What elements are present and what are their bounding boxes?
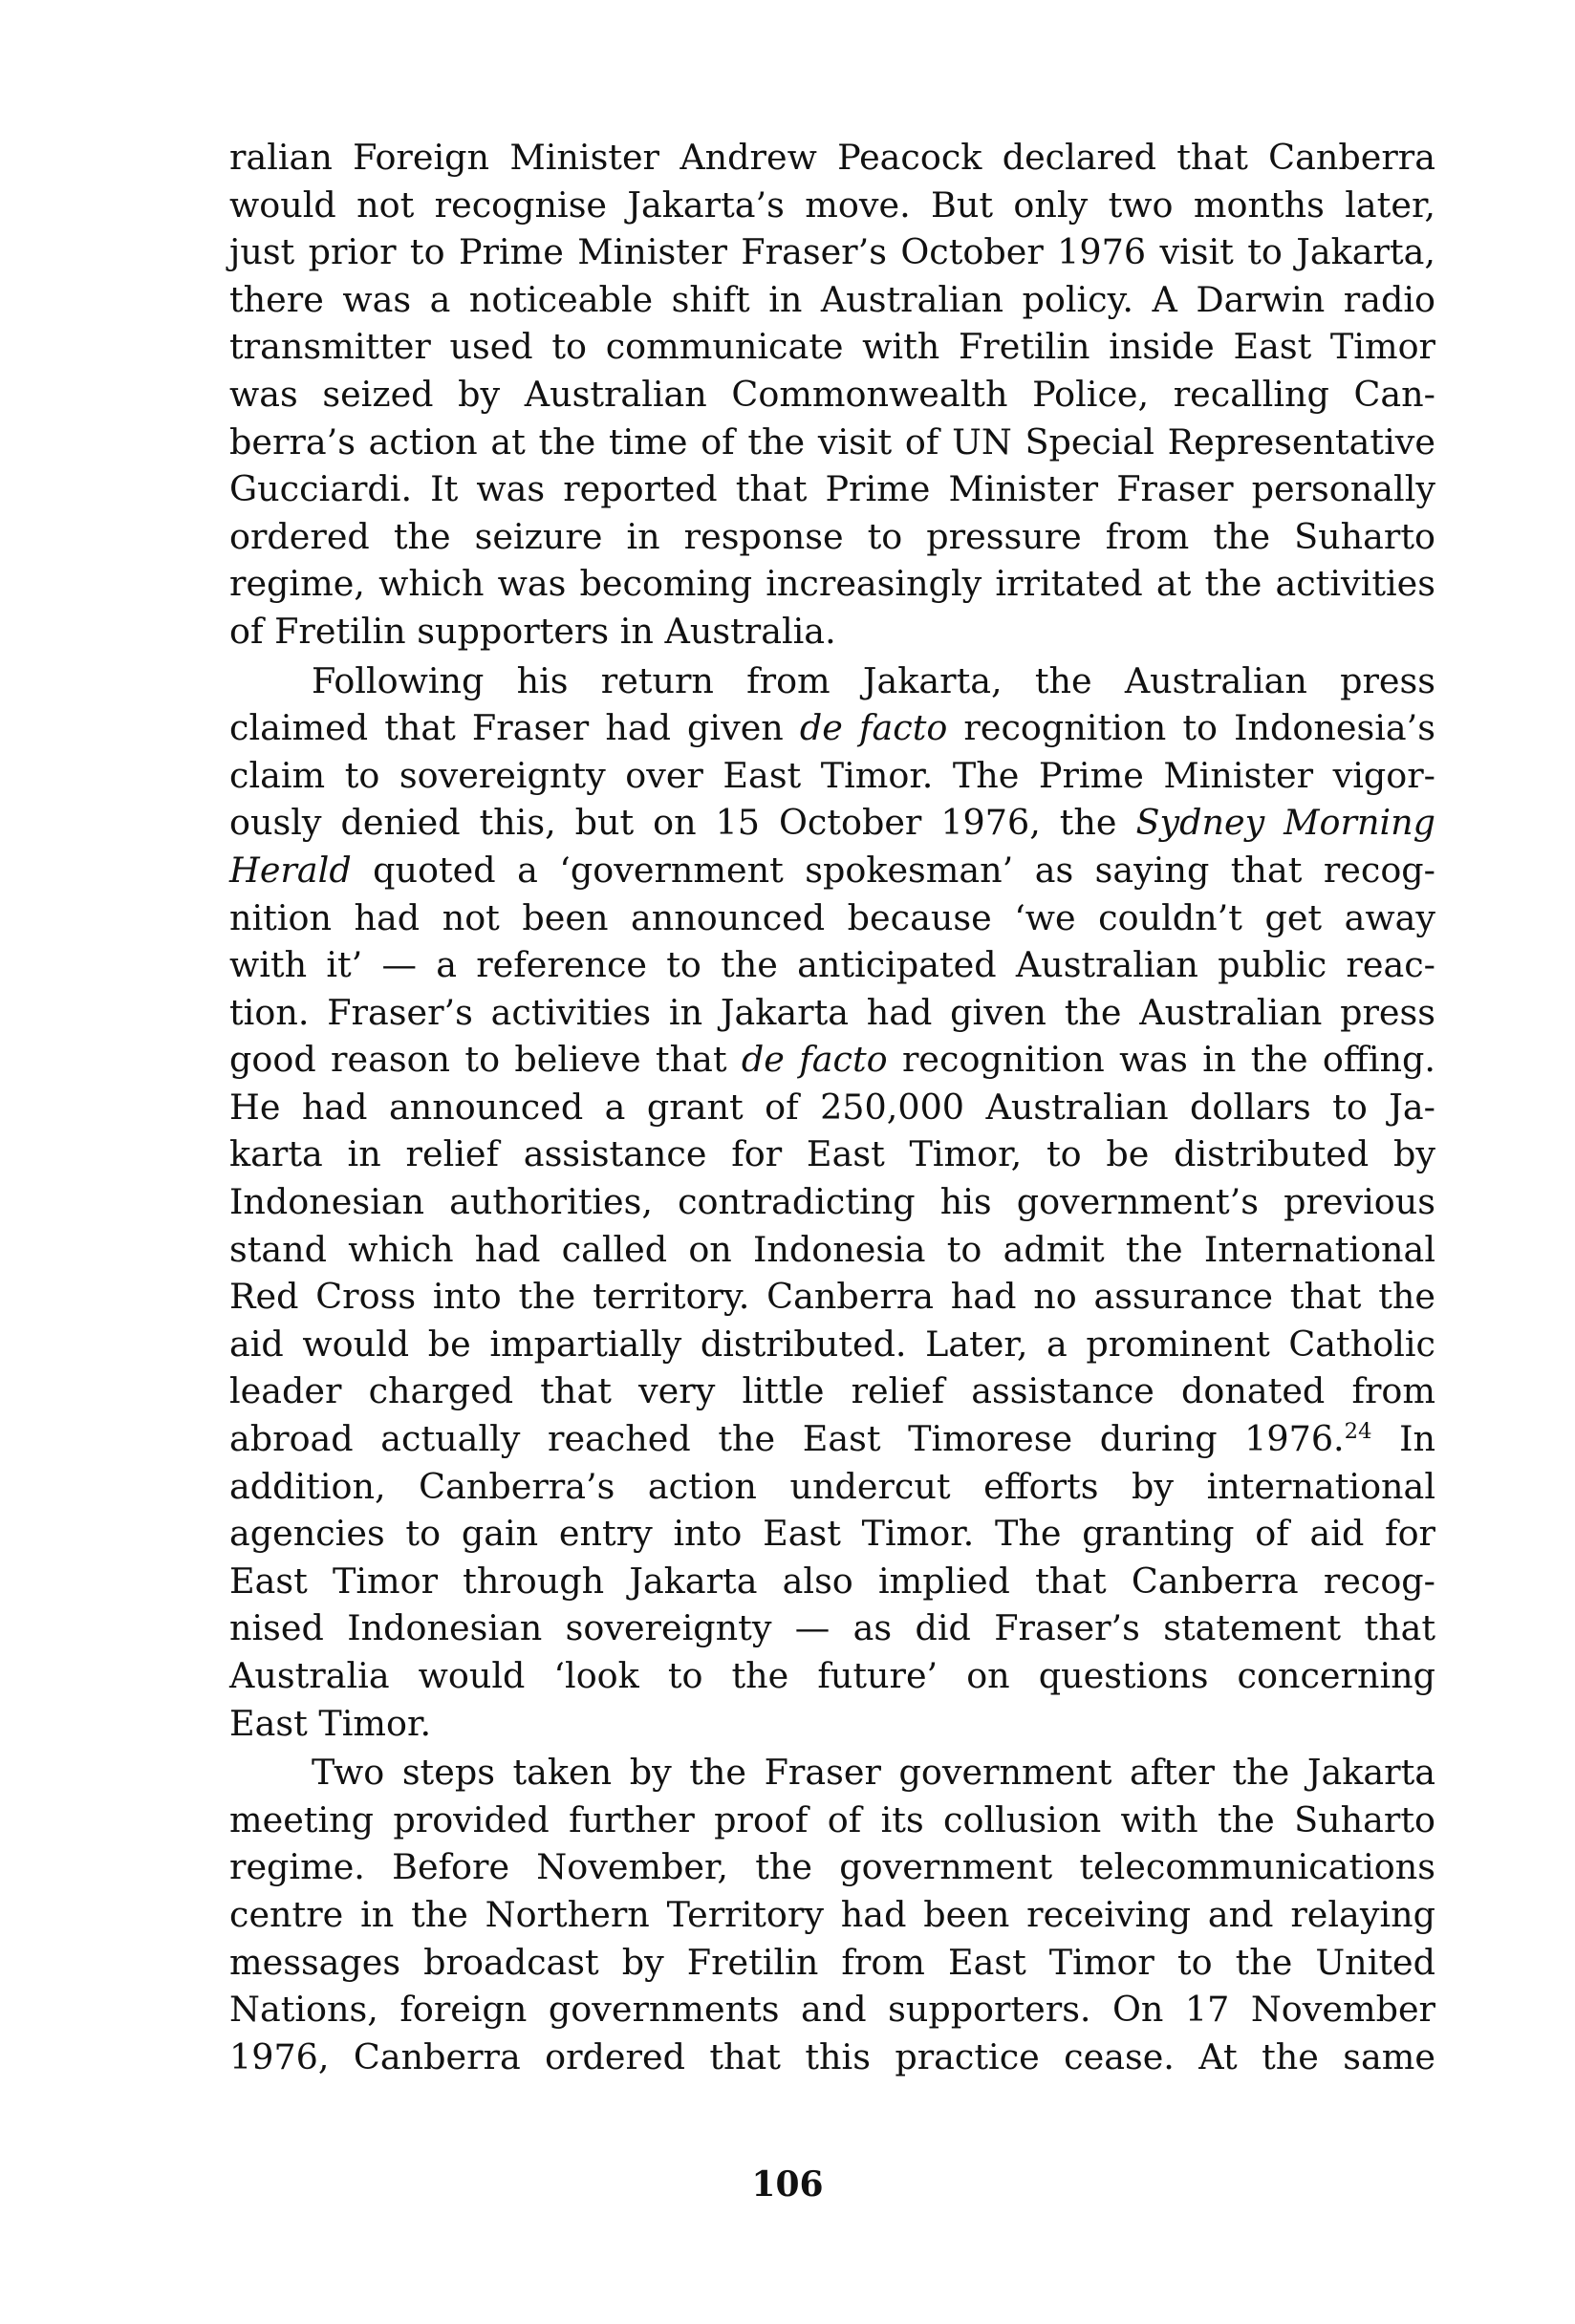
text-run: good reason to believe that: [229, 1039, 742, 1081]
text-line: ordered the seizure in response to pressure from the Suharto: [229, 515, 1435, 557]
text-line: [229, 704, 1435, 752]
text-line: stand which had called on Indonesia to admit the International: [229, 1228, 1435, 1270]
paragraph-2: [229, 657, 1435, 1748]
text-run: In: [1371, 1418, 1435, 1460]
text-line: karta in relief assistance for East Timor, to be distributed by: [229, 1133, 1435, 1175]
text-line: berra’s action at the time of the visit of UN Special Representative: [229, 420, 1435, 463]
italic-newspaper-name: Sydney Morning: [1135, 802, 1435, 844]
italic-term: de facto: [741, 1039, 888, 1081]
text-line: He had announced a grant of 250,000 Australian dollars to Ja-: [229, 1086, 1435, 1128]
text-line: nised Indonesian sovereignty — as did Fraser’s statement that: [229, 1607, 1435, 1649]
text-run: quoted a ‘government spokesman’ as saying that recog-: [351, 849, 1435, 891]
text-line: transmitter used to communicate with Fretilin inside East Timor: [229, 326, 1435, 368]
text-line: Nations, foreign governments and supporters. On 17 November: [229, 1989, 1435, 2031]
text-line: 1976, Canberra ordered that this practice cease. At the same: [229, 2035, 1435, 2077]
text-line: claim to sovereignty over East Timor. The Prime Minister vigor-: [229, 754, 1435, 796]
text-line: Indonesian authorities, contradicting his government’s previous: [229, 1181, 1435, 1223]
text-line: with it’ — a reference to the anticipated Australian public reac-: [229, 944, 1435, 986]
text-line: [229, 847, 1435, 894]
text-line: ralian Foreign Minister Andrew Peacock declared that Canberra: [229, 137, 1435, 178]
text-line: of Fretilin supporters in Australia.: [229, 610, 836, 652]
text-run: recognition to Indonesia’s: [947, 707, 1435, 749]
text-line: was seized by Australian Commonwealth Police, recalling Can-: [229, 373, 1435, 415]
text-line: addition, Canberra’s action undercut efforts by international: [229, 1465, 1435, 1507]
text-line: aid would be impartially distributed. Later, a prominent Catholic: [229, 1323, 1435, 1365]
text-line: [229, 1036, 1435, 1084]
text-line: East Timor.: [229, 1702, 432, 1744]
text-line: just prior to Prime Minister Fraser’s October 1976 visit to Jakarta,: [229, 231, 1435, 273]
text-line: [229, 1415, 1435, 1463]
text-line: regime. Before November, the government telecommunications: [229, 1846, 1435, 1888]
text-line: centre in the Northern Territory had been receiving and relaying: [229, 1893, 1435, 1935]
text-line: Following his return from Jakarta, the Australian press: [312, 659, 1435, 701]
text-line: agencies to gain entry into East Timor. The granting of aid for: [229, 1513, 1435, 1555]
footnote-marker: 24: [1344, 1418, 1372, 1444]
text-line: nition had not been announced because ‘we couldn’t get away: [229, 896, 1435, 938]
text-run: claimed that Fraser had given: [229, 707, 800, 749]
paragraph-1: [229, 134, 1435, 656]
text-line: meeting provided further proof of its collusion with the Suharto: [229, 1798, 1435, 1840]
text-line: regime, which was becoming increasingly irritated at the activities: [229, 563, 1435, 605]
body-text: [229, 134, 1435, 2080]
text-line: would not recognise Jakarta’s move. But only two months later,: [229, 183, 1435, 226]
text-run: ously denied this, but on 15 October 1976, the: [229, 802, 1136, 844]
text-line: Australia would ‘look to the future’ on questions concerning: [229, 1655, 1435, 1696]
text-line: [229, 799, 1435, 847]
text-line: Red Cross into the territory. Canberra had no assurance that the: [229, 1276, 1435, 1318]
text-line: Gucciardi. It was reported that Prime Minister Fraser personally: [229, 468, 1435, 510]
text-line: Two steps taken by the Fraser government after the Jakarta: [312, 1752, 1435, 1794]
text-run: recognition was in the offing.: [887, 1039, 1435, 1081]
text-line: tion. Fraser’s activities in Jakarta had given the Australian press: [229, 991, 1435, 1033]
text-line: there was a noticeable shift in Australian policy. A Darwin radio: [229, 278, 1435, 320]
text-run: abroad actually reached the East Timorese during 1976.: [229, 1418, 1345, 1460]
page-number: 106: [751, 2164, 824, 2205]
italic-newspaper-name: Herald: [229, 849, 352, 891]
text-line: messages broadcast by Fretilin from East Timor to the United: [229, 1941, 1435, 1983]
text-line: East Timor through Jakarta also implied that Canberra recog-: [229, 1560, 1435, 1602]
italic-term: de facto: [799, 707, 948, 749]
text-line: leader charged that very little relief assistance donated from: [229, 1370, 1435, 1412]
paragraph-3: [229, 1749, 1435, 2080]
